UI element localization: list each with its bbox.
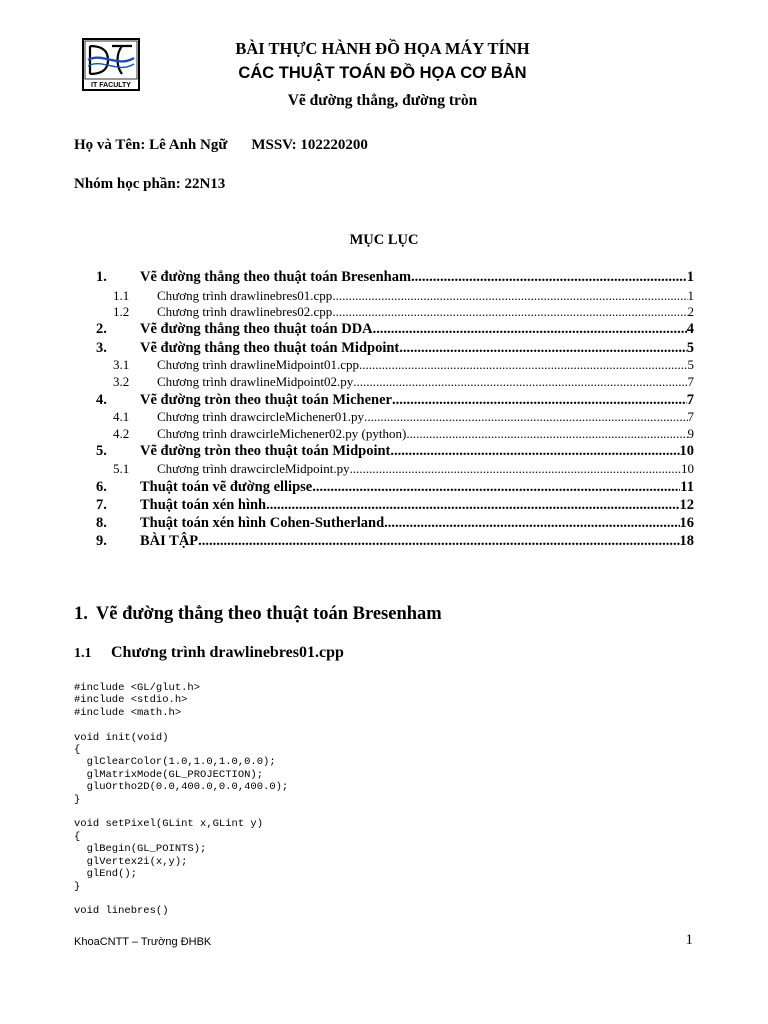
faculty-logo	[82, 38, 140, 91]
toc-entry-title: Chương trình drawcircleMidpoint.py	[157, 461, 350, 476]
toc-entry-title: Vẽ đường tròn theo thuật toán Midpoint	[140, 443, 391, 459]
toc-entry[interactable]	[113, 304, 694, 322]
toc-entry-page: 7	[686, 392, 694, 408]
toc-entry-title: Chương trình drawlinebres01.cpp	[157, 288, 333, 303]
toc-entry[interactable]	[96, 340, 694, 358]
subsection-heading	[74, 644, 344, 662]
toc-leader-dots	[353, 374, 687, 390]
toc-leader-dots	[390, 443, 679, 460]
section-heading	[74, 604, 442, 625]
toc-entry-title: Thuật toán xén hình Cohen-Sutherland	[140, 515, 385, 531]
toc-entry-page: 5	[686, 340, 694, 356]
toc-entry[interactable]	[113, 374, 694, 392]
toc-entry-page: 7	[687, 409, 694, 424]
subsection-title: Chương trình drawlinebres01.cpp	[111, 644, 344, 661]
toc-entry[interactable]	[96, 269, 694, 287]
it-faculty-logo-icon	[82, 38, 140, 91]
toc-entry-number: 1.1	[113, 288, 130, 303]
toc-entry-number: 1.	[96, 269, 107, 285]
toc-entry-number: 2.	[96, 321, 107, 337]
toc-entry-title: Vẽ đường thẳng theo thuật toán Bresenham	[140, 269, 412, 285]
toc-entry-number: 4.2	[113, 426, 130, 441]
toc-entry-page: 10	[679, 443, 694, 459]
toc-entry-title: Vẽ đường tròn theo thuật toán Michener	[140, 392, 392, 408]
toc-entry-number: 9.	[96, 533, 107, 549]
toc-entry-title: Chương trình drawcirleMichener02.py (python)	[157, 426, 407, 441]
toc-leader-dots	[373, 321, 687, 338]
toc-leader-dots	[350, 461, 681, 477]
footer-text: KhoaCNTT – Trường ĐHBK	[74, 936, 212, 948]
toc-entry-title: BÀI TẬP	[140, 533, 199, 549]
toc-entry-title: Chương trình drawlinebres02.cpp	[157, 304, 333, 319]
code-listing: #include <GL/glut.h> #include <stdio.h> #include <math.h> void init(void) { glClearColor(1.0,1.0,1.0,0.0); glMatrixMode(GL_PROJECTION); gluOrtho2D(0.0,400.0,0.0,400.0); } void setPixel(GLint x,GLint y) { glBegin(GL_POINTS); glVertex2i(x,y); glEnd(); } void linebres()	[74, 682, 289, 918]
toc-entry-page: 7	[687, 374, 694, 389]
toc-entry-number: 8.	[96, 515, 107, 531]
toc-entry-page: 1	[687, 288, 694, 303]
toc-leader-dots	[384, 515, 679, 532]
toc-leader-dots	[332, 304, 687, 320]
toc-entry[interactable]	[113, 409, 694, 427]
toc-entry-page: 5	[687, 357, 694, 372]
toc-entry-number: 3.	[96, 340, 107, 356]
svg-text:IT FACULTY: IT FACULTY	[91, 82, 131, 89]
toc-entry-number: 4.	[96, 392, 107, 408]
toc-entry-title: Thuật toán vẽ đường ellipse	[140, 479, 313, 495]
toc-entry-title: Vẽ đường thẳng theo thuật toán DDA	[140, 321, 373, 337]
toc-leader-dots	[332, 288, 687, 304]
toc-entry-number: 1.2	[113, 304, 130, 319]
toc-entry-number: 5.	[96, 443, 107, 459]
toc-entry-page: 12	[679, 497, 694, 513]
toc-leader-dots	[312, 479, 680, 496]
toc-entry-title: Thuật toán xén hình	[140, 497, 267, 513]
toc-entry-page: 11	[680, 479, 694, 495]
toc-entry[interactable]	[113, 461, 694, 479]
toc-entry-number: 4.1	[113, 409, 130, 424]
toc-entry-number: 3.1	[113, 357, 130, 372]
document-title: BÀI THỰC HÀNH ĐỒ HỌA MÁY TÍNH	[235, 39, 530, 58]
toc-entry-page: 18	[679, 533, 694, 549]
toc-entry-page: 2	[687, 304, 694, 319]
toc-entry-page: 4	[686, 321, 694, 337]
toc-entry[interactable]	[113, 357, 694, 375]
student-info	[74, 137, 368, 154]
student-group: Nhóm học phần: 22N13	[74, 176, 226, 192]
toc-heading: MỤC LỤC	[349, 232, 419, 248]
toc-leader-dots	[392, 392, 687, 409]
section-number: 1.	[74, 604, 88, 624]
toc-entry-page: 1	[686, 269, 694, 285]
toc-leader-dots	[198, 533, 679, 550]
toc-leader-dots	[411, 269, 687, 286]
toc-entry-title: Chương trình drawlineMidpoint02.py	[157, 374, 354, 389]
toc-entry[interactable]	[113, 426, 694, 444]
toc-entry-number: 5.1	[113, 461, 130, 476]
toc-entry-title: Chương trình drawcircleMichener01.py	[157, 409, 365, 424]
document-subtitle: CÁC THUẬT TOÁN ĐỒ HỌA CƠ BẢN	[238, 64, 527, 82]
subsection-number: 1.1	[74, 646, 92, 661]
student-name: Họ và Tên: Lê Anh Ngữ	[74, 137, 228, 153]
toc-entry[interactable]	[96, 443, 694, 461]
toc-entry-title: Chương trình drawlineMidpoint01.cpp	[157, 357, 360, 372]
toc-entry[interactable]	[96, 515, 694, 533]
toc-entry-page: 10	[681, 461, 694, 476]
toc-leader-dots	[399, 340, 687, 357]
toc-entry[interactable]	[96, 392, 694, 410]
toc-entry[interactable]	[96, 497, 694, 515]
toc-leader-dots	[359, 357, 687, 373]
toc-entry[interactable]	[96, 479, 694, 497]
toc-leader-dots	[406, 426, 687, 442]
toc-entry[interactable]	[96, 321, 694, 339]
page-number: 1	[685, 932, 693, 948]
document-topic: Vẽ đường thẳng, đường tròn	[287, 92, 478, 109]
toc-entry[interactable]	[96, 533, 694, 551]
toc-entry-number: 6.	[96, 479, 107, 495]
toc-entry-page: 16	[679, 515, 694, 531]
toc-entry-number: 7.	[96, 497, 107, 513]
toc-leader-dots	[364, 409, 687, 425]
section-title: Vẽ đường thẳng theo thuật toán Bresenham	[95, 604, 442, 624]
toc-entry-title: Vẽ đường thẳng theo thuật toán Midpoint	[140, 340, 400, 356]
toc-entry-page: 9	[687, 426, 694, 441]
toc-entry-number: 3.2	[113, 374, 130, 389]
toc-leader-dots	[266, 497, 679, 514]
student-id: MSSV: 102220200	[251, 137, 368, 153]
